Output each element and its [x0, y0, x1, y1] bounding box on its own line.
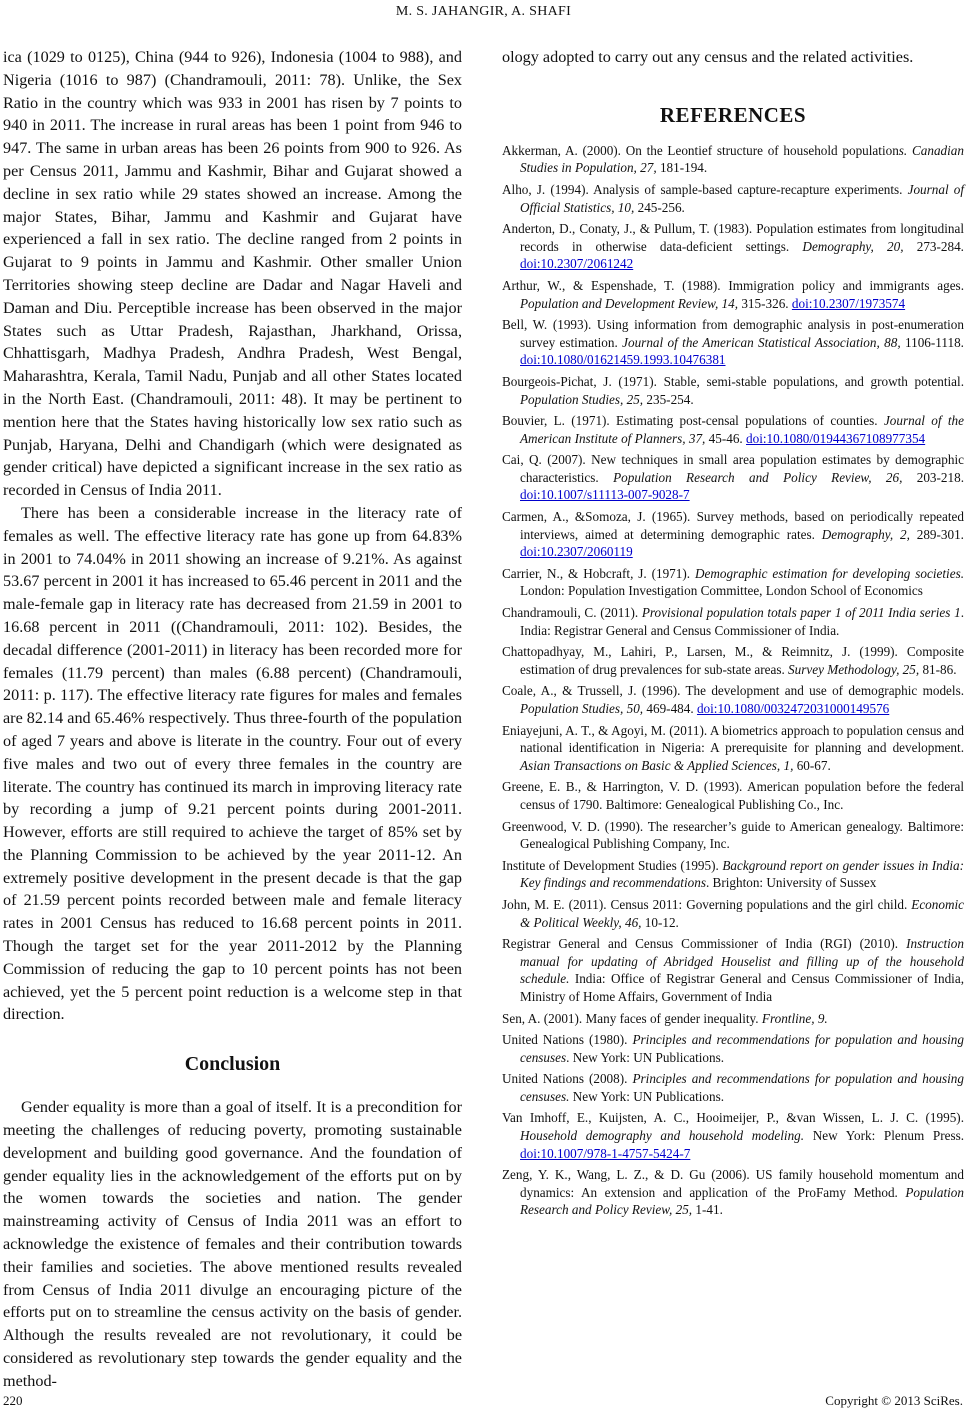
reference-text: Van Imhoff, E., Kuijsten, A. C., Hooimeijer, P., &van Wissen, L. J. C. (1995).	[502, 1110, 964, 1126]
doi-link[interactable]: doi:10.1080/01944367108977354	[746, 430, 926, 446]
reference-item	[502, 181, 964, 216]
reference-source: Population Studies, 25,	[520, 391, 644, 407]
reference-item	[502, 722, 964, 775]
reference-item	[502, 316, 964, 369]
reference-text: Zeng, Y. K., Wang, L. Z., & D. Gu (2006). US family household momentum and dynamics: An extension and application of the ProFamy Method.	[502, 1167, 964, 1200]
reference-source: Principles and recommendations for population and housing censuses.	[520, 1071, 964, 1104]
reference-item	[502, 277, 964, 312]
reference-item	[502, 1166, 964, 1219]
doi-link[interactable]: doi:10.1007/978-1-4757-5424-7	[520, 1145, 691, 1161]
reference-text: Arthur, W., & Espenshade, T. (1988). Immigration policy and immigrants ages.	[502, 277, 964, 293]
reference-text: Chattopadhyay, M., Lahiri, P., Larsen, M., & Reimnitz, J. (1999). Composite estimation of drug prevalences for sub-state areas.	[502, 644, 964, 677]
reference-item	[502, 142, 964, 177]
reference-item	[502, 935, 964, 1005]
reference-source: Population Studies, 50,	[520, 701, 644, 717]
reference-pages: 235-254.	[643, 391, 694, 407]
reference-source: Demography, 20,	[802, 238, 904, 254]
reference-pages: 315-326.	[738, 295, 792, 311]
reference-text: Bourgeois-Pichat, J. (1971). Stable, semi-stable populations, and growth potential.	[502, 373, 964, 389]
reference-item	[502, 508, 964, 561]
reference-pages: . Brighton: University of Sussex	[705, 875, 877, 891]
reference-text: Cai, Q. (2007). New techniques in small area population estimates by demographic characteristics.	[502, 452, 964, 485]
reference-text: Bell, W. (1993). Using information from demographic analysis in post-enumeration survey estimation.	[502, 317, 964, 350]
reference-source: Population and Development Review, 14,	[520, 295, 739, 311]
reference-item	[502, 451, 964, 504]
reference-item	[502, 778, 964, 813]
continuation-text: ology adopted to carry out any census and the related activities.	[502, 48, 914, 66]
reference-text: Alho, J. (1994). Analysis of sample-based capture-recapture experiments.	[502, 181, 908, 197]
reference-source: Population Research and Policy Review, 25,	[520, 1184, 964, 1218]
reference-source: Journal of the American Institute of Planners, 37,	[520, 413, 964, 446]
reference-text: United Nations (1980).	[502, 1032, 633, 1048]
reference-item	[502, 1070, 964, 1105]
doi-link[interactable]: doi:10.2307/2060119	[520, 544, 633, 560]
reference-source: Economic & Political Weekly, 46,	[520, 896, 964, 930]
reference-source: Asian Transactions on Basic & Applied Sciences, 1,	[520, 757, 794, 773]
left-column	[3, 46, 462, 1393]
reference-text: Bouvier, L. (1971). Estimating post-censal populations of counties.	[502, 413, 884, 429]
running-header: M. S. JAHANGIR, A. SHAFI	[395, 4, 572, 19]
section-title-conclusion: Conclusion	[184, 1053, 281, 1076]
reference-pages: 1-41.	[692, 1202, 723, 1218]
reference-text: Chandramouli, C. (2011).	[502, 605, 642, 621]
doi-link[interactable]: doi:10.1080/01621459.1993.10476381	[520, 352, 726, 368]
reference-pages: 289-301.	[909, 526, 964, 542]
reference-pages: 10-12.	[641, 914, 679, 930]
doi-link[interactable]: doi:10.2307/2061242	[520, 256, 634, 272]
doi-link[interactable]: doi:10.2307/1973574	[791, 295, 906, 311]
reference-pages: 469-484.	[643, 701, 697, 717]
reference-source: Frontline, 9.	[761, 1010, 828, 1026]
reference-pages: . India: Registrar General and Census Commissioner of India.	[520, 605, 964, 638]
reference-pages: 81-86.	[919, 661, 957, 677]
reference-source: Journal of the American Statistical Association, 88,	[622, 334, 901, 350]
reference-list	[502, 142, 964, 1219]
reference-item	[502, 1031, 964, 1066]
reference-source: Survey Methodology, 25,	[788, 661, 920, 677]
copyright-notice: Copyright © 2013 SciRes.	[825, 1393, 963, 1408]
reference-item	[502, 818, 964, 853]
reference-text: Registrar General and Census Commissioner of India (RGI) (2010).	[502, 936, 907, 952]
reference-source: Journal of Official Statistics, 10,	[520, 181, 964, 215]
reference-text: United Nations (2008).	[502, 1071, 633, 1087]
reference-text: Eniayejuni, A. T., & Agoyi, M. (2011). A biometrics approach to population census and national identification in Nigeria: A prerequisite for planning and development.	[502, 722, 964, 756]
reference-source: Demographic estimation for developing societies.	[694, 565, 965, 581]
reference-pages: 273-284.	[903, 238, 964, 254]
references-title: REFERENCES	[659, 102, 807, 127]
reference-pages: 245-256.	[634, 199, 685, 215]
reference-source: Background report on gender issues in India: Key findings and recommendations	[520, 857, 964, 891]
reference-pages: 60-67.	[793, 757, 831, 773]
reference-pages: India: Office of Registrar General and Census Commissioner of India, Ministry of Home Affairs, Government of India	[520, 971, 964, 1004]
reference-pages: London: Population Investigation Committee, London School of Economics	[520, 583, 923, 599]
reference-source: Population Research and Policy Review, 26,	[613, 469, 903, 485]
body-paragraph: ica (1029 to 0125), China (944 to 926), Indonesia (1004 to 988), and Nigeria (1016 to 987) (Chandramouli, 2011: 78). Unlike, the Sex Ratio in the country which was 933 in 2001 has risen by 7 points to 940 in 2011. The increase in rural areas has been 1 point from 946 to 947. The same in urban areas has been 26 points from 900 to 926. As per Census 2011, Jammu and Kashmir, Bihar and Gujarat showed a decline in sex ratio while 29 states showed an increase. Among the major States, Bihar, Jammu and Kashmir and Gujarat have experienced a fall in sex ratio. The decline ranged from 2 points in Gujarat to 9 points in Jammu and Kashmir. Other smaller Union Territories showing steep decline are Dadar and Nagar Haveli and Daman and Diu. Perceptible increase has been observed in the major States such as Uttar Pradesh, Rajasthan, Jharkhand, Orissa, Chhattisgarh, Madhya Pradesh, Andhra Pradesh, West Bengal, Maharashtra, Kerala, Tamil Nadu, Punjab and all other States located in the North East. (Chandramouli, 2011: 48). It may be pertinent to mention here that the States having historically low sex ratio such as Punjab, Haryana, Delhi and Chandigarh (which were designated as gender critical) have depicted a significant increase in the sex ratio as recorded in Census of India 2011.	[3, 48, 462, 500]
reference-source: s. Canadian Studies in Population, 27,	[520, 142, 964, 176]
reference-pages: 45-46.	[705, 430, 747, 446]
reference-item	[502, 1010, 964, 1028]
doi-link[interactable]: doi:10.1080/0032472031000149576	[696, 701, 890, 717]
reference-pages: 203-218.	[902, 469, 964, 485]
reference-text: Anderton, D., Conaty, J., & Pullum, T. (1983). Population estimates from longitudinal records in otherwise data-deficient settings.	[502, 221, 964, 254]
reference-pages: New York: UN Publications.	[569, 1088, 725, 1104]
conclusion-paragraph: Gender equality is more than a goal of itself. It is a precondition for meeting the challenges of reducing poverty, promoting sustainable development and building good governance. And the foundation of gender equality lies in the acknowledgement of the efforts put on by the women towards the societies and nation. The gender mainstreaming activity of Census of India 2011 was an effort to acknowledge the existence of females and their contribution towards their families and societies. The above mentioned results revealed from Census of India 2011 divulge an encouraging picture of the efforts put on to streamline the census activity on the basis of gender. Although the results revealed are not revolutionary, it could be considered as revolutionary step towards the gender equality and the method-	[3, 1098, 462, 1390]
reference-text: Coale, A., & Trussell, J. (1996). The development and use of demographic models.	[502, 683, 964, 699]
reference-pages: 181-194.	[656, 160, 708, 176]
reference-text: Akkerman, A. (2000). On the Leontief structure of household population	[502, 142, 899, 158]
reference-text: John, M. E. (2011). Census 2011: Governing populations and the girl child.	[502, 896, 912, 912]
right-column	[502, 46, 964, 1223]
reference-item	[502, 220, 964, 273]
reference-pages: 1106-1118.	[900, 334, 964, 350]
body-paragraph: There has been a considerable increase in the literacy rate of females as well. The effective literacy rate has gone up from 64.83% in 2001 to 74.04% in 2011 showing an increase of 9.21%. As against 53.67 percent in 2001 it has increased to 65.46 percent in 2011 and the male-female gap in literacy rate has decreased from 21.59 in 2001 to 16.68 percent in 2011 ((Chandramouli, 2011: 102). Besides, the decadal difference (2001-2011) in literacy has been recorded more for females (11.79 percent) than males (6.88 percent) (Chandramouli, 2011: p. 117). The effective literacy rate figures for males and females are 82.14 and 65.46% respectively. Thus three-fourth of the population of aged 7 years and above is literate in the country. Four out of every five males and two out of every three females in the country are literate. The country has continued its march in improving literacy rate by recording a jump of 9.21 percent points during 2001-2011. However, efforts are still required to achieve the target of 85% set by the Planning Commission to be achieved by the year 2011-12. An extremely positive development in the present decade is that the gap of 21.59 percent points recorded between male and female literacy rates in 2001 Census has reduced to 16.68 percent points in 2011. Though the target set for the year 2011-2012 by the Planning Commission of reducing the gap to 10 percent points has not been achieved, yet the 5 percent point reduction is a welcome step in that direction.	[3, 503, 462, 1024]
reference-source: Principles and recommendations for population and housing censuses	[520, 1032, 964, 1065]
reference-text: Greene, E. B., & Harrington, V. D. (1993). American population before the federal census of 1790. Baltimore: Genealogical Publishing Co., Inc.	[502, 779, 964, 812]
reference-text: Carrier, N., & Hobcraft, J. (1971).	[502, 565, 695, 581]
reference-source: Instruction manual for updating of Abridged Houselist and filling up of the household schedule.	[520, 936, 964, 987]
reference-item	[502, 565, 964, 600]
reference-item	[502, 604, 964, 639]
reference-text: Greenwood, V. D. (1990). The researcher’s guide to American genealogy. Baltimore: Genealogical Publishing Company, Inc.	[502, 818, 964, 852]
reference-item	[502, 412, 964, 447]
reference-text: Sen, A. (2001). Many faces of gender inequality.	[502, 1010, 762, 1026]
page-number: 220	[3, 1393, 23, 1408]
reference-item	[502, 1109, 964, 1162]
reference-item	[502, 373, 964, 408]
reference-item	[502, 682, 964, 717]
reference-text: Carmen, A., &Somoza, J. (1965). Survey methods, based on periodically repeated interviews, aimed at determining demographic rates.	[502, 509, 964, 542]
reference-source: Provisional population totals paper 1 of 2011 India series 1	[641, 605, 961, 621]
doi-link[interactable]: doi:10.1007/s11113-007-9028-7	[520, 487, 690, 503]
reference-pages: New York: Plenum Press.	[804, 1128, 965, 1144]
reference-pages: . New York: UN Publications.	[566, 1049, 725, 1065]
reference-source: Demography, 2,	[821, 526, 910, 542]
reference-item	[502, 896, 964, 931]
reference-source: Household demography and household modeling.	[520, 1128, 805, 1144]
reference-text: Institute of Development Studies (1995).	[502, 857, 723, 873]
reference-item	[502, 857, 964, 892]
reference-item	[502, 643, 964, 678]
